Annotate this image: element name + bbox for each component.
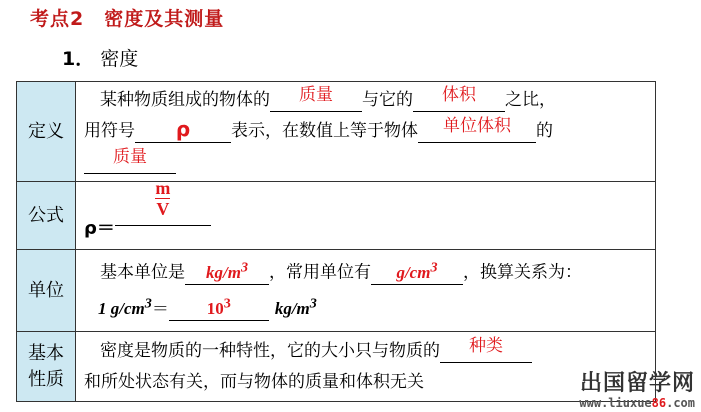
unit-conversion-rhs [274,295,317,319]
subsection-title [62,44,138,71]
formula-numerator: m [155,177,171,198]
row-header-property-line2: 性质 [28,368,64,390]
row-header-property-line1: 基本 [28,342,64,364]
unit-answer-conversion [206,295,231,319]
unit-conversion-rhs-sup: 3 [309,295,317,312]
unit-conversion-rhs-text: kg/m [274,299,310,319]
unit-text-1: 基本单位是 [100,262,185,283]
def-blank-mass-2 [84,147,176,174]
watermark-url-suffix: .com [666,396,695,410]
def-answer-mass-2: 质量 [113,147,147,167]
unit-answer-conversion-text: 10 [206,299,224,319]
property-cell [76,332,656,402]
unit-conversion-lhs-text: 1 g/cm [98,299,145,319]
property-blank-kind [440,335,532,363]
def-blank-volume [413,85,505,112]
formula-cell [76,177,656,250]
unit-conversion-lhs [98,295,152,319]
def-answer-symbol: ρ [175,117,191,141]
def-text-2: 与它的 [362,90,413,110]
unit-answer-common-text: g/cm [396,262,431,282]
formula-fraction [155,179,170,218]
density-table [16,81,656,402]
def-text-5: 表示，在数值上等于物体 [231,121,418,141]
unit-blank-common [371,256,463,285]
formula-lhs: ρ＝ [84,217,115,239]
unit-cell [76,250,656,332]
unit-text-2: ，常用单位有 [269,262,371,283]
unit-conversion-lhs-sup: 3 [144,295,152,312]
watermark-logo [579,372,695,410]
table-row-property [17,332,656,402]
unit-conversion-eq: ＝ [151,299,169,320]
unit-text-3: ，换算关系为： [463,262,582,283]
unit-answer-base-text: kg/m [205,262,241,282]
unit-answer-common-sup: 3 [430,258,438,275]
unit-answer-common [396,258,438,282]
def-answer-mass: 质量 [299,85,333,105]
watermark-name: 出国留学网 [579,371,695,396]
row-header-definition: 定义 [17,82,76,182]
formula-blank [115,177,211,226]
subsection-number: 1． [62,48,95,70]
table-row-unit [17,250,656,332]
row-header-unit: 单位 [17,250,76,332]
watermark-url-accent: 86 [651,396,667,410]
def-text-4: 用符号 [84,121,135,141]
def-blank-mass [270,85,362,112]
property-answer-kind: 种类 [469,335,503,356]
def-blank-unit-volume [418,116,536,143]
definition-cell [76,82,656,182]
unit-answer-base-sup: 3 [240,258,249,275]
watermark-url-prefix: www.liuxue [579,396,652,410]
def-blank-symbol [135,118,231,143]
unit-answer-base [205,258,249,282]
row-header-property [17,332,76,402]
def-text-6: 的 [536,121,553,141]
def-answer-unit-volume: 单位体积 [443,116,511,136]
def-answer-volume: 体积 [442,85,476,105]
def-text-1: 某种物质组成的物体的 [100,90,270,110]
unit-blank-base [185,256,269,285]
unit-blank-conversion [169,293,269,322]
property-text-1: 密度是物质的一种特性，它的大小只与物质的 [100,340,440,361]
watermark-url [579,396,695,410]
subsection-label: 密度 [100,48,139,70]
unit-answer-conversion-sup: 3 [223,295,231,312]
def-text-3: 之比， [505,90,556,110]
formula-denominator: V [156,198,170,219]
table-row-formula [17,182,656,250]
row-header-formula: 公式 [17,182,76,250]
property-text-2: 和所处状态有关，而与物体的质量和体积无关 [84,371,424,392]
section-title: 考点2 密度及其测量 [30,8,225,30]
table-row-definition [17,82,656,182]
